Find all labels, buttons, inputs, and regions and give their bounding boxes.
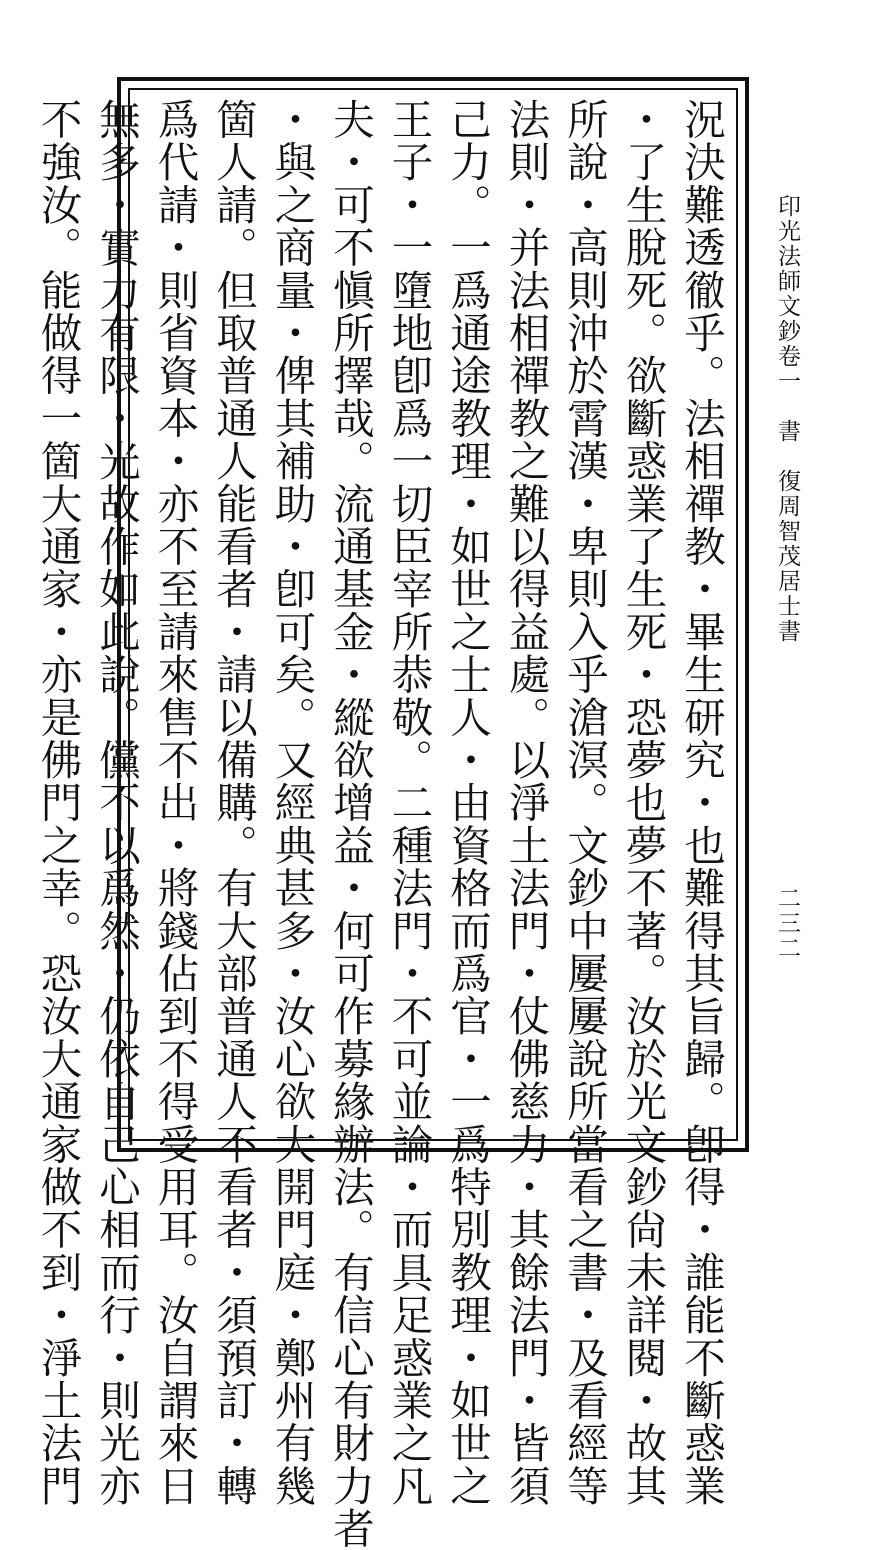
text-column: 己力。一爲通途教理・如世之士人・由資格而爲官・一爲特別教理・如世之 [443,98,492,1508]
text-column: 夫・可不愼所擇哉。流通基金・縱欲增益・何可作募緣辦法。有信心有財力者 [326,98,375,1550]
text-column: ・了生脫死。欲斷惑業了生死・恐夢也夢不著。汝於光文鈔尙未詳閱・故其 [618,98,668,1508]
page-number: 二三二 [774,886,800,961]
text-column: 箇人請。但取普通人能看者・請以備購。有大部普通人不看者・須預訂・轉 [209,98,258,1508]
running-head: 印光法師文鈔卷一 書 復周智茂居士書 [774,194,800,644]
text-column: 不強汝。能做得一箇大通家・亦是佛門之幸。恐汝大通家做不到・淨土法門 [33,98,83,1508]
text-column: 王子・一墮地卽爲一切臣宰所恭敬。二種法門・不可並論・而具足惑業之凡 [384,98,434,1508]
text-column: ・與之商量・俾其補助・卽可矣。又經典甚多・汝心欲大開門庭・鄭州有幾 [267,98,317,1508]
text-column: 法則・并法相禪教之難以得益處。以淨土法門・仗佛慈力・其餘法門・皆須 [501,98,551,1508]
main-text [33,98,730,1550]
text-column: 爲代請・則省資本・亦不至請來售不出・將錢佔到不得受用耳。汝自謂來日 [150,98,200,1508]
text-column: 所說・高則沖於霄漢・卑則入乎滄溟。文鈔中屢屢說所當看之書・及看經等 [560,98,609,1508]
text-column: 無多・實力有限・光故作如此說。儻不以爲然・仍依自己心相而行・則光亦 [92,98,141,1508]
text-column: 況決難透徹乎。法相禪教・畢生研究・也難得其旨歸。卽得・誰能不斷惑業 [677,98,726,1508]
